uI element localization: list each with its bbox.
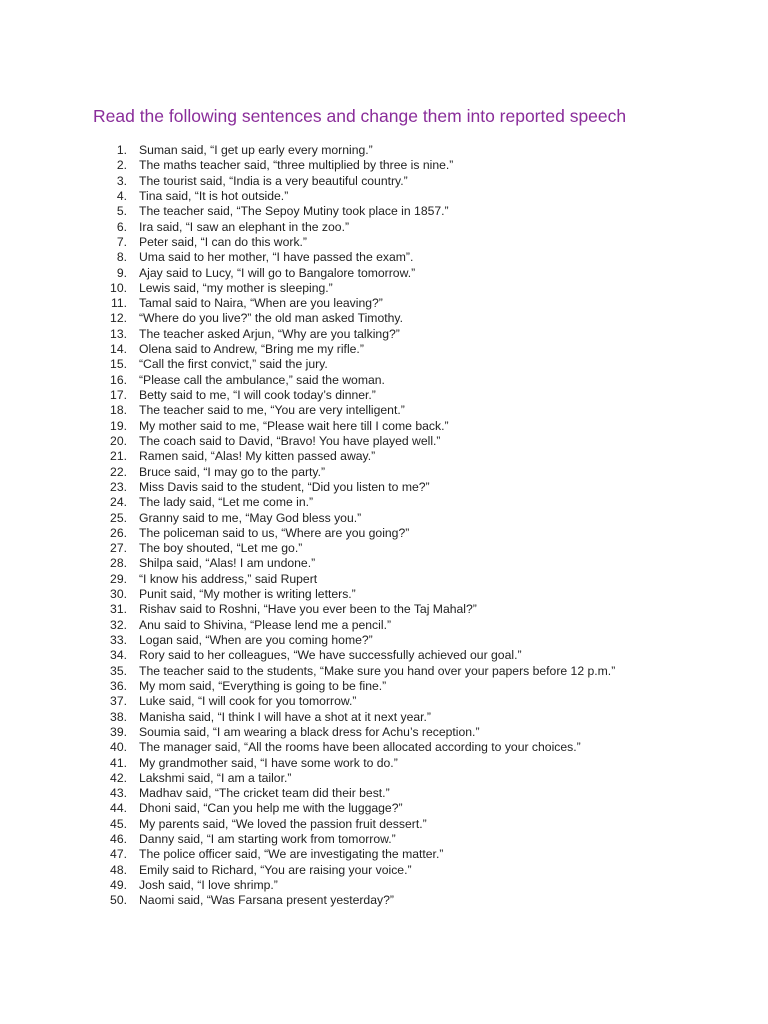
- list-item: [0, 694, 768, 709]
- list-item-text: The maths teacher said, “three multiplied by three is nine.”: [139, 158, 454, 173]
- list-item-number: 48.: [110, 862, 127, 877]
- list-item-text: The teacher said to me, “You are very intelligent.”: [139, 403, 405, 418]
- list-item-text: The boy shouted, “Let me go.”: [139, 541, 303, 556]
- list-item: [0, 832, 768, 847]
- list-item-text: Luke said, “I will cook for you tomorrow.”: [139, 694, 357, 709]
- list-item-number: 18.: [110, 403, 127, 418]
- list-item-text: Manisha said, “I think I will have a shot at it next year.”: [139, 709, 431, 724]
- list-item: [0, 633, 768, 648]
- list-item-number: 36.: [110, 678, 127, 693]
- list-item: [0, 541, 768, 556]
- list-item-text: The teacher said, “The Sepoy Mutiny took place in 1857.”: [139, 204, 449, 219]
- list-item-text: The coach said to David, “Bravo! You have played well.”: [139, 433, 441, 448]
- list-item-text: Danny said, “I am starting work from tomorrow.”: [139, 832, 396, 847]
- list-item-number: 28.: [110, 556, 127, 571]
- list-item: [0, 771, 768, 786]
- list-item: [0, 403, 768, 418]
- list-item-text: Anu said to Shivina, “Please lend me a pencil.”: [139, 617, 392, 632]
- list-item: [0, 740, 768, 755]
- list-item-number: 3.: [116, 173, 127, 188]
- page-title: Read the following sentences and change them into reported speech: [93, 106, 627, 126]
- list-item-number: 13.: [110, 326, 127, 341]
- list-item-text: Logan said, “When are you coming home?”: [139, 633, 373, 647]
- list-item-number: 45.: [110, 816, 127, 831]
- list-item-text: Rishav said to Roshni, “Have you ever been to the Taj Mahal?”: [139, 602, 477, 617]
- list-item-number: 5.: [116, 204, 127, 219]
- list-item: [0, 786, 768, 801]
- list-item-text: Shilpa said, “Alas! I am undone.”: [139, 556, 316, 571]
- list-item-text: Tamal said to Naira, “When are you leaving?”: [139, 296, 383, 311]
- list-item-text: The teacher asked Arjun, “Why are you talking?”: [139, 326, 400, 341]
- list-item-number: 17.: [110, 388, 127, 402]
- list-item: [0, 847, 768, 862]
- list-item-number: 6.: [116, 219, 127, 234]
- list-item-text: My mom said, “Everything is going to be fine.”: [139, 678, 387, 693]
- list-item-number: 39.: [110, 724, 127, 739]
- list-item-text: Soumia said, “I am wearing a black dress for Achu’s reception.”: [139, 724, 480, 739]
- list-item-text: “Please call the ambulance,” said the woman.: [139, 372, 385, 387]
- list-item: [0, 495, 768, 510]
- list-item-number: 10.: [110, 280, 127, 295]
- list-item-number: 8.: [116, 250, 127, 265]
- list-item: [0, 143, 768, 158]
- list-item-text: My mother said to me, “Please wait here till I come back.”: [139, 418, 449, 433]
- list-item-text: Lakshmi said, “I am a tailor.”: [139, 770, 292, 785]
- list-item: [0, 434, 768, 449]
- list-item: [0, 878, 768, 893]
- list-item: [0, 710, 768, 725]
- list-item: [0, 480, 768, 495]
- list-item: [0, 174, 768, 189]
- list-item: [0, 327, 768, 342]
- list-item-text: The teacher said to the students, “Make sure you hand over your papers before 12 p.m.”: [139, 663, 616, 678]
- list-item: [0, 511, 768, 526]
- list-item-number: 14.: [110, 342, 127, 357]
- list-item-number: 38.: [110, 709, 127, 724]
- list-item-text: “Call the first convict,” said the jury.: [139, 357, 328, 372]
- list-item-number: 32.: [110, 617, 127, 632]
- list-item-number: 19.: [110, 418, 127, 433]
- list-item-number: 4.: [116, 188, 127, 203]
- list-item-text: The manager said, “All the rooms have been allocated according to your choices.”: [139, 740, 581, 755]
- list-item-number: 33.: [110, 633, 127, 647]
- list-item-text: Naomi said, “Was Farsana present yesterday?”: [139, 893, 394, 908]
- list-item-number: 9.: [116, 265, 127, 280]
- list-item-text: Olena said to Andrew, “Bring me my rifle.”: [139, 342, 364, 357]
- list-item-number: 50.: [110, 893, 127, 908]
- list-item: [0, 158, 768, 173]
- list-item: [0, 311, 768, 326]
- list-item: [0, 725, 768, 740]
- list-item: [0, 342, 768, 357]
- list-item-number: 35.: [110, 663, 127, 678]
- list-item-text: Ajay said to Lucy, “I will go to Bangalore tomorrow.”: [139, 265, 416, 280]
- list-item-number: 7.: [116, 234, 127, 249]
- list-item-text: Josh said, “I love shrimp.”: [139, 878, 278, 892]
- list-item: [0, 189, 768, 204]
- list-item-text: “I know his address,” said Rupert: [139, 571, 318, 586]
- list-item-text: Bruce said, “I may go to the party.”: [139, 464, 326, 479]
- list-item-number: 15.: [110, 357, 127, 372]
- list-item-text: Ramen said, “Alas! My kitten passed away.”: [139, 449, 376, 464]
- list-item: [0, 664, 768, 679]
- list-item-number: 42.: [110, 770, 127, 785]
- sentence-list: [0, 143, 768, 909]
- list-item-number: 30.: [110, 587, 127, 602]
- list-item-text: Emily said to Richard, “You are raising your voice.”: [139, 862, 412, 877]
- list-item-text: The police officer said, “We are investigating the matter.”: [139, 847, 444, 862]
- list-item-number: 25.: [110, 510, 127, 525]
- list-item-text: Suman said, “I get up early every morning.”: [139, 143, 373, 157]
- list-item-number: 41.: [110, 755, 127, 770]
- list-item: [0, 863, 768, 878]
- list-item-text: Dhoni said, “Can you help me with the luggage?”: [139, 801, 403, 816]
- list-item-text: Granny said to me, “May God bless you.”: [139, 510, 362, 525]
- list-item: [0, 296, 768, 311]
- list-item: [0, 235, 768, 250]
- list-item-number: 26.: [110, 525, 127, 540]
- list-item: [0, 602, 768, 617]
- list-item-number: 27.: [110, 541, 127, 556]
- list-item-number: 21.: [110, 449, 127, 464]
- list-item-number: 23.: [110, 479, 127, 494]
- list-item: [0, 801, 768, 816]
- list-item-text: The policeman said to us, “Where are you going?”: [139, 525, 410, 540]
- list-item-text: My parents said, “We loved the passion fruit dessert.”: [139, 816, 427, 831]
- list-item-number: 47.: [110, 847, 127, 862]
- list-item: [0, 587, 768, 602]
- list-item-text: My grandmother said, “I have some work to do.”: [139, 755, 398, 770]
- list-item-number: 29.: [110, 571, 127, 586]
- list-item: [0, 357, 768, 372]
- list-item-text: Peter said, “I can do this work.”: [139, 234, 307, 249]
- list-item-text: Uma said to her mother, “I have passed the exam”.: [139, 250, 414, 265]
- list-item-number: 24.: [110, 495, 127, 510]
- list-item-number: 1.: [116, 143, 127, 157]
- list-item: [0, 618, 768, 633]
- list-item-number: 44.: [110, 801, 127, 816]
- list-item: [0, 388, 768, 403]
- list-item-number: 46.: [110, 832, 127, 847]
- list-item-number: 20.: [110, 433, 127, 448]
- list-item-number: 43.: [110, 786, 127, 801]
- list-item-number: 16.: [110, 372, 127, 387]
- list-item: [0, 679, 768, 694]
- list-item-text: Miss Davis said to the student, “Did you listen to me?”: [139, 479, 430, 494]
- list-item: [0, 220, 768, 235]
- list-item: [0, 465, 768, 480]
- list-item-number: 37.: [110, 694, 127, 709]
- list-item: [0, 449, 768, 464]
- list-item: [0, 266, 768, 281]
- list-item: [0, 373, 768, 388]
- list-item-number: 34.: [110, 648, 127, 663]
- list-item-text: Lewis said, “my mother is sleeping.”: [139, 280, 333, 295]
- list-item: [0, 756, 768, 771]
- list-item-text: The tourist said, “India is a very beautiful country.”: [139, 173, 408, 188]
- list-item: [0, 648, 768, 663]
- list-item-number: 22.: [110, 464, 127, 479]
- list-item-number: 12.: [110, 311, 127, 326]
- list-item: [0, 204, 768, 219]
- list-item: [0, 817, 768, 832]
- list-item-text: Tina said, “It is hot outside.”: [139, 188, 289, 203]
- list-item-number: 40.: [110, 740, 127, 755]
- list-item-number: 11.: [110, 296, 127, 311]
- list-item-text: Rory said to her colleagues, “We have successfully achieved our goal.”: [139, 648, 522, 663]
- list-item-text: “Where do you live?” the old man asked Timothy.: [139, 311, 403, 326]
- list-item-text: Madhav said, “The cricket team did their best.”: [139, 786, 390, 801]
- list-item: [0, 572, 768, 587]
- list-item-text: Punit said, “My mother is writing letters.”: [139, 587, 356, 602]
- list-item: [0, 250, 768, 265]
- list-item: [0, 893, 768, 908]
- list-item-number: 31.: [110, 602, 127, 617]
- list-item-number: 2.: [116, 158, 127, 173]
- list-item: [0, 526, 768, 541]
- list-item: [0, 281, 768, 296]
- list-item-text: Betty said to me, “I will cook today’s dinner.”: [139, 388, 376, 402]
- list-item: [0, 419, 768, 434]
- list-item: [0, 556, 768, 571]
- list-item-text: Ira said, “I saw an elephant in the zoo.”: [139, 219, 350, 234]
- list-item-number: 49.: [110, 878, 127, 892]
- list-item-text: The lady said, “Let me come in.”: [139, 495, 314, 510]
